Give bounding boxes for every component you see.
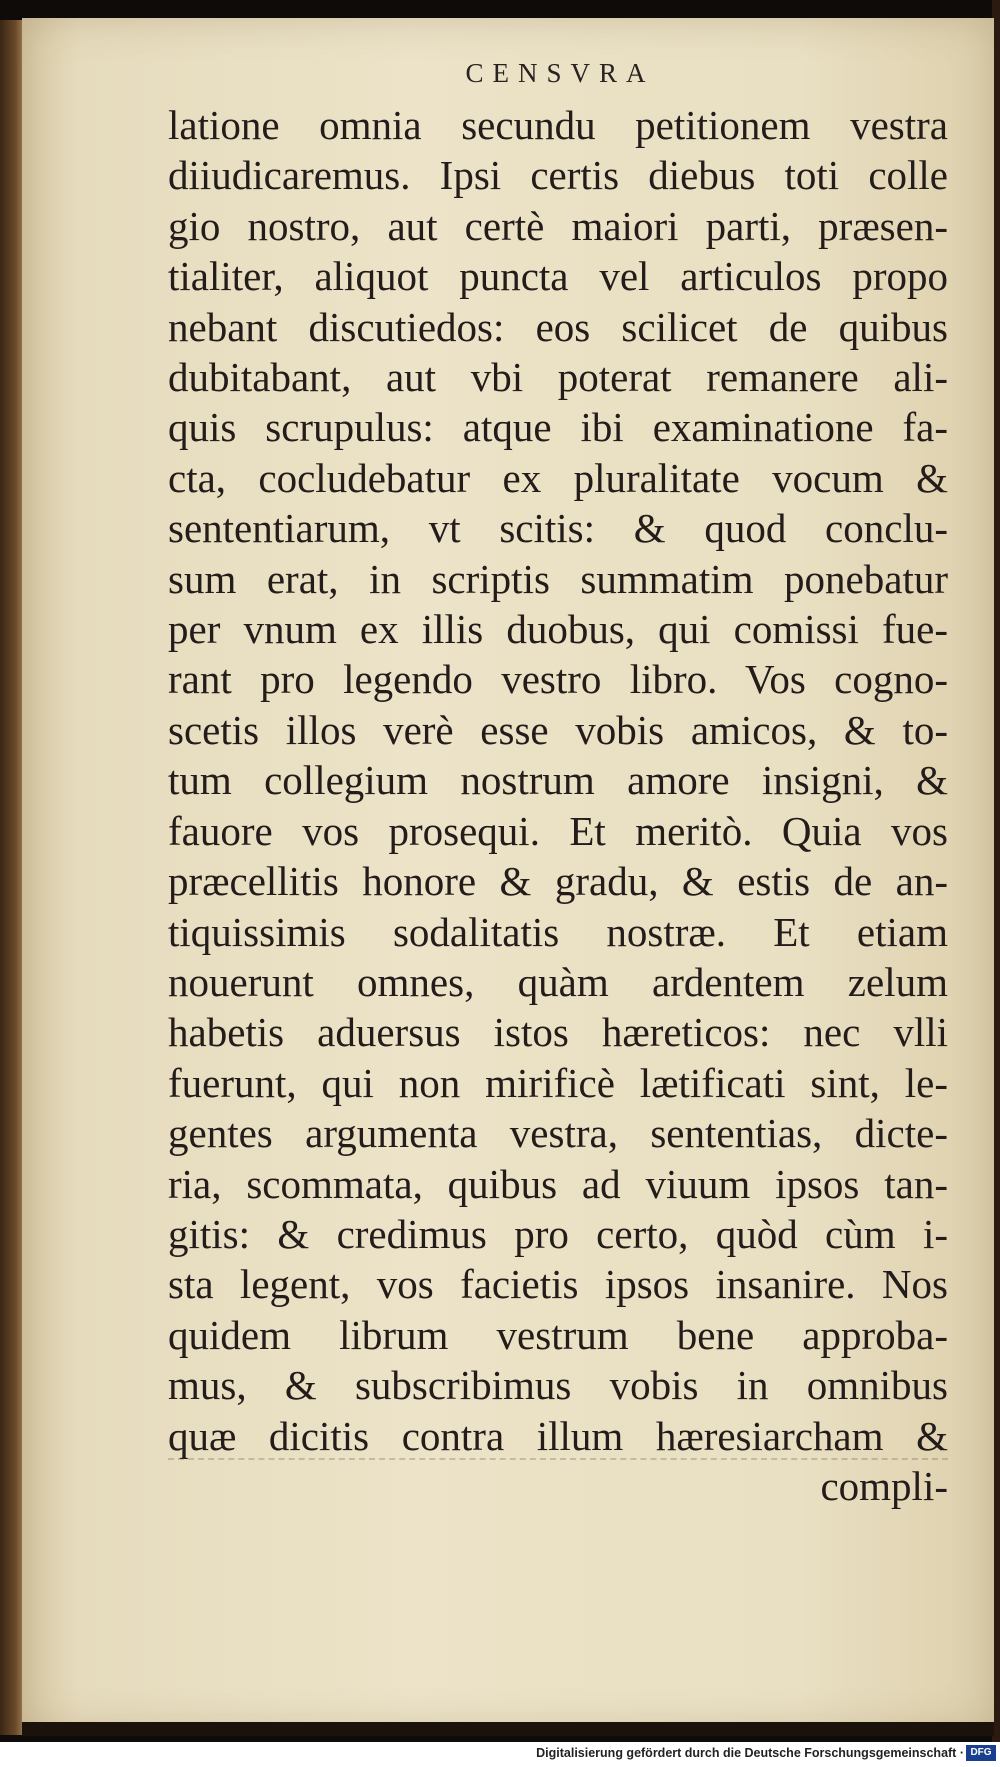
text-line: gitis: & credimus pro certo, quòd cùm i-: [168, 1210, 948, 1257]
text-line: diiudicaremus. Ipsi certis diebus toti colle: [168, 152, 948, 199]
body-text: [168, 100, 948, 1461]
running-head: CENSVRA: [465, 58, 655, 88]
text-line: nouerunt omnes, quàm ardentem zelum: [168, 958, 948, 1005]
page-bottom-shadow: [22, 1722, 994, 1736]
funding-credit: Digitalisierung gefördert durch die Deutsche Forschungsgemeinschaft ·: [536, 1746, 964, 1760]
text-line: tialiter, aliquot puncta vel articulos propo: [168, 253, 948, 300]
text-line: latione omnia secundu petitionem vestra: [168, 102, 948, 148]
text-line: gentes argumenta vestra, sententias, dicte-: [168, 1110, 948, 1157]
text-line: rant pro legendo vestro libro. Vos cogno-: [168, 656, 948, 703]
text-line: gio nostro, aut certè maiori parti, præsen-: [168, 202, 948, 249]
text-line: tum collegium nostrum amore insigni, &: [168, 757, 948, 804]
text-line: sum erat, in scriptis summatim ponebatur: [168, 555, 948, 602]
text-line: tiquissimis sodalitatis nostræ. Et etiam: [168, 908, 948, 955]
text-line: dubitabant, aut vbi poterat remanere ali-: [168, 354, 948, 401]
catchword: compli-: [820, 1463, 948, 1509]
text-line: præcellitis honore & gradu, & estis de an-: [168, 858, 948, 905]
text-line: fuerunt, qui non mirificè lætificati sint, le-: [168, 1059, 948, 1106]
text-line: ria, scommata, quibus ad viuum ipsos tan-: [168, 1160, 948, 1207]
bottom-rule: [168, 1458, 948, 1460]
text-line: cta, cocludebatur ex pluralitate vocum &: [168, 454, 948, 501]
text-line: scetis illos verè esse vobis amicos, & to-: [168, 706, 948, 753]
dfg-logo-icon: DFG: [966, 1745, 996, 1761]
text-line: quis scrupulus: atque ibi examinatione fa-: [168, 404, 948, 451]
text-line: quidem librum vestrum bene approba-: [168, 1311, 948, 1358]
text-line: per vnum ex illis duobus, qui comissi fue-: [168, 606, 948, 653]
text-line: sententiarum, vt scitis: & quod conclu-: [168, 505, 948, 552]
text-line: nebant discutiedos: eos scilicet de quibus: [168, 303, 948, 350]
text-line: quæ dicitis contra illum hæresiarcham &: [168, 1412, 948, 1459]
text-line: fauore vos prosequi. Et meritò. Quia vos: [168, 807, 948, 854]
text-line: mus, & subscribimus vobis in omnibus: [168, 1362, 948, 1409]
text-line: sta legent, vos facietis ipsos insanire. Nos: [168, 1261, 948, 1308]
text-line: habetis aduersus istos hæreticos: nec vlli: [168, 1009, 948, 1056]
